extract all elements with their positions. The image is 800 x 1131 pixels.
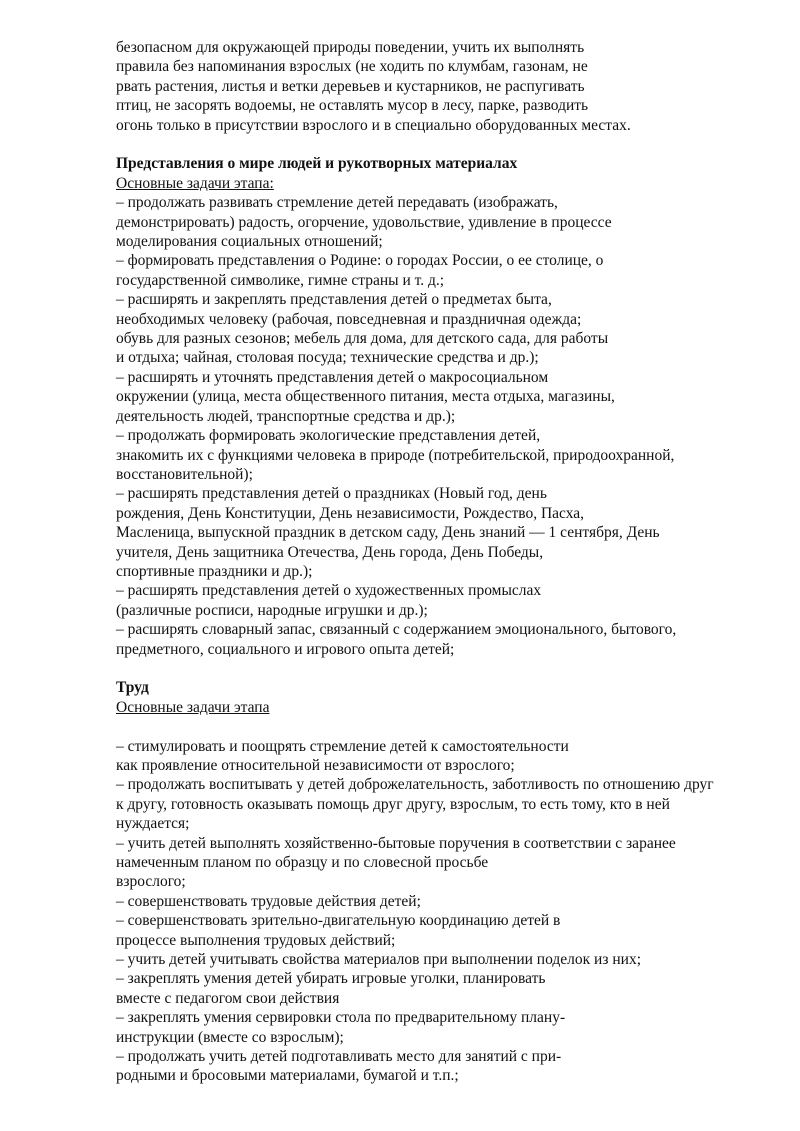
- text-line: – учить детей выполнять хозяйственно-бытовые поручения в соответствии с заранее: [116, 834, 676, 852]
- text-line: нуждается;: [116, 815, 190, 833]
- text-line: безопасном для окружающей природы поведении, учить их выполнять: [116, 39, 585, 56]
- text-line: рвать растения, листья и ветки деревьев и кустарников, не распугивать: [116, 77, 585, 95]
- text-line: – учить детей учитывать свойства материалов при выполнении поделок из них;: [116, 951, 641, 969]
- text-line: обувь для разных сезонов; мебель для дома, для детского сада, для работы: [116, 330, 609, 348]
- text-line: – совершенствовать зрительно-двигательную координацию детей в: [116, 912, 561, 930]
- text-line: – формировать представления о Родине: о городах России, о ее столице, о: [116, 252, 604, 270]
- text-line: знакомить их с функциями человека в природе (потребительской, природоохранной,: [116, 446, 675, 464]
- text-line: демонстрировать) радость, огорчение, удовольствие, удивление в процессе: [116, 213, 612, 231]
- text-line: инструкции (вместе со взрослым);: [116, 1028, 344, 1046]
- text-line: – закреплять умения детей убирать игровые уголки, планировать: [116, 970, 546, 988]
- text-line: огонь только в присутствии взрослого и в специально оборудованных местах.: [116, 116, 631, 134]
- text-line: Масленица, выпускной праздник в детском саду, День знаний — 1 сентября, День: [116, 524, 660, 542]
- text-line: – продолжать воспитывать у детей доброжелательность, заботливость по отношению друг: [116, 776, 714, 794]
- section-subheading: Основные задачи этапа:: [116, 174, 274, 192]
- text-line: – расширять представления детей о праздниках (Новый год, день: [116, 485, 547, 503]
- spacer: [116, 659, 760, 678]
- spacer: [116, 135, 760, 154]
- text-line: правила без напоминания взрослых (не ходить по клумбам, газонам, не: [116, 58, 588, 76]
- text-line: – закреплять умения сервировки стола по предварительному плану-: [116, 1009, 566, 1027]
- section-heading: Представления о мире людей и рукотворных материалах: [116, 155, 518, 173]
- text-line: – продолжать развивать стремление детей передавать (изображать,: [116, 194, 558, 212]
- text-line: – расширять и уточнять представления детей о макросоциальном: [116, 368, 549, 386]
- text-line: (различные росписи, народные игрушки и др.);: [116, 601, 428, 619]
- text-line: – продолжать учить детей подготавливать место для занятий с при-: [116, 1048, 562, 1066]
- text-line: моделирования социальных отношений;: [116, 233, 383, 251]
- text-line: спортивные праздники и др.);: [116, 562, 313, 580]
- text-line: родными и бросовыми материалами, бумагой и т.п.;: [116, 1067, 459, 1085]
- section-people-materials: [116, 154, 760, 659]
- text-line: необходимых человеку (рабочая, повседневная и праздничная одежда;: [116, 310, 582, 328]
- spacer: [116, 717, 760, 736]
- text-line: рождения, День Конституции, День независимости, Рождество, Пасха,: [116, 504, 585, 522]
- text-line: предметного, социального и игрового опыта детей;: [116, 640, 455, 658]
- text-line: вместе с педагогом свои действия: [116, 989, 340, 1007]
- text-line: – расширять представления детей о художественных промыслах: [116, 582, 542, 600]
- text-line: восстановительной);: [116, 465, 253, 483]
- text-line: как проявление относительной независимости от взрослого;: [116, 756, 515, 774]
- text-line: деятельность людей, транспортные средства и др.);: [116, 407, 456, 425]
- section-subheading: Основные задачи этапа: [116, 698, 270, 716]
- text-line: – совершенствовать трудовые действия детей;: [116, 892, 421, 910]
- text-line: взрослого;: [116, 873, 186, 891]
- text-line: и отдыха; чайная, столовая посуда; технические средства и др.);: [116, 349, 539, 367]
- text-line: – расширять словарный запас, связанный с содержанием эмоционального, бытового,: [116, 621, 677, 639]
- section-labor: [116, 678, 760, 1086]
- text-line: процессе выполнения трудовых действий;: [116, 931, 396, 949]
- intro-paragraph: [116, 38, 760, 135]
- text-line: учителя, День защитника Отечества, День города, День Победы,: [116, 543, 544, 561]
- text-line: – продолжать формировать экологические представления детей,: [116, 427, 541, 445]
- text-line: окружении (улица, места общественного питания, места отдыха, магазины,: [116, 388, 615, 406]
- text-line: государственной символике, гимне страны и т. д.;: [116, 271, 445, 289]
- text-line: – стимулировать и поощрять стремление детей к самостоятельности: [116, 737, 569, 755]
- text-line: – расширять и закреплять представления детей о предметах быта,: [116, 291, 552, 309]
- text-line: к другу, готовность оказывать помощь друг другу, взрослым, то есть тому, кто в ней: [116, 795, 670, 813]
- text-line: птиц, не засорять водоемы, не оставлять мусор в лесу, парке, разводить: [116, 97, 589, 115]
- section-heading: Труд: [116, 679, 149, 697]
- text-line: намеченным планом по образцу и по словесной просьбе: [116, 854, 489, 872]
